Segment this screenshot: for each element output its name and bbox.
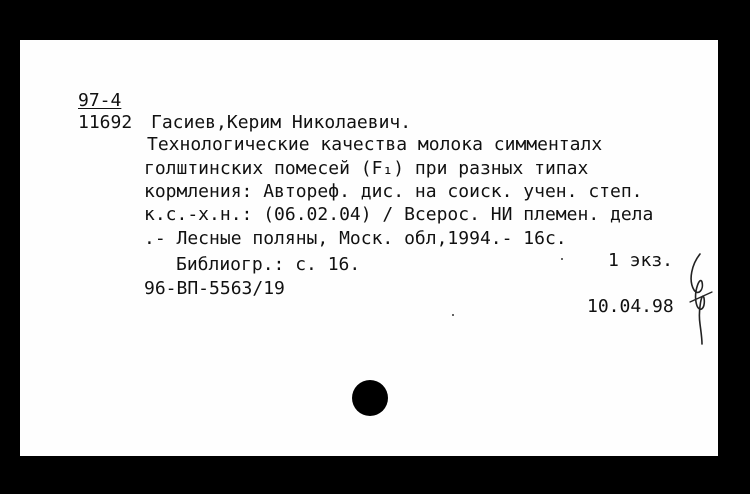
title-line-1: Технологические качества молока симменталх — [147, 134, 603, 155]
registration-number: 96-ВП-5563/19 — [144, 278, 285, 299]
title-line-4: к.с.-х.н.: (06.02.04) / Всерос. НИ племен. дела — [144, 204, 654, 225]
copies-count: 1 экз. — [608, 250, 674, 271]
punch-hole — [352, 380, 388, 416]
title-line-2: голштинских помесей (F₁) при разных типах — [144, 158, 589, 179]
title-line-3: кормления: Автореф. дис. на соиск. учен. степ. — [144, 181, 643, 202]
catalog-card — [20, 40, 718, 456]
title-line-5: .- Лесные поляны, Моск. обл,1994.- 16с. — [144, 228, 567, 249]
author-heading: Гасиев,Керим Николаевич. — [151, 112, 412, 133]
date-stamp: 10.04.98 — [587, 296, 674, 317]
bibliography-note: Библиогр.: с. 16. — [176, 254, 361, 275]
shelf-mark: 97-4 — [78, 90, 122, 111]
handwritten-signature — [680, 250, 716, 350]
entry-number: 11692 — [78, 112, 133, 133]
ink-speck — [452, 314, 454, 316]
ink-speck — [561, 258, 563, 260]
